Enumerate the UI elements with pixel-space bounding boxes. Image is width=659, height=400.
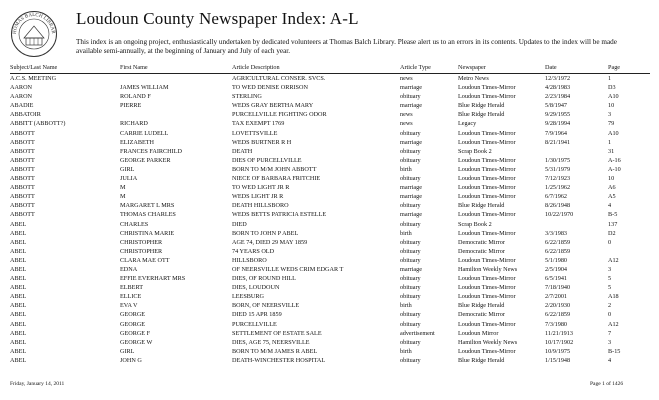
cell-description: PURCELLVILLE [232, 320, 277, 328]
cell-first-name: MARGARET L MRS [120, 202, 175, 210]
cell-description: DEATH [232, 147, 253, 155]
cell-subject: ABEL [10, 347, 27, 355]
table-row [10, 156, 650, 165]
cell-first-name: ROLAND F [120, 93, 151, 101]
cell-date: 10/9/1975 [545, 347, 571, 355]
cell-page: A12 [608, 320, 619, 328]
page-title: Loudoun County Newspaper Index: A-L [76, 9, 359, 28]
cell-date: 7/3/1980 [545, 320, 568, 328]
cell-type: obituary [400, 356, 421, 364]
cell-newspaper: Loudoun Times-Mirror [458, 211, 516, 219]
cell-page: A-10 [608, 165, 621, 173]
cell-first-name: GIRL [120, 347, 135, 355]
cell-newspaper: Loudoun Times-Mirror [458, 175, 516, 183]
cell-first-name: JOHN G [120, 356, 142, 364]
cell-first-name: RICHARD [120, 120, 148, 128]
cell-newspaper: Loudoun Times-Mirror [458, 229, 516, 237]
table-row [10, 129, 650, 138]
cell-newspaper: Democratic Mirror [458, 247, 505, 255]
cell-description: LEESBURG [232, 293, 264, 301]
cell-newspaper: Loudoun Times-Mirror [458, 84, 516, 92]
cell-page: 5 [608, 284, 612, 292]
cell-description: AGRICULTURAL CONSER. SVCS. [232, 75, 326, 82]
cell-subject: ABADIE [10, 102, 34, 110]
cell-type: marriage [400, 193, 422, 201]
cell-newspaper: Scrap Book 2 [458, 220, 492, 228]
cell-subject: A.C.S. MEETING [10, 75, 57, 82]
cell-type: marriage [400, 138, 422, 146]
col-newspaper-header: Newspaper [458, 64, 486, 71]
cell-first-name: GEORGE [120, 311, 146, 319]
cell-first-name: CHARLES [120, 220, 149, 228]
cell-type: obituary [400, 238, 421, 246]
cell-type: obituary [400, 93, 421, 101]
cell-subject: ABEL [10, 329, 27, 337]
table-row [10, 338, 650, 347]
cell-page: 4 [608, 202, 612, 210]
cell-subject: ABEL [10, 293, 27, 301]
cell-subject: ABBOTT [10, 165, 35, 173]
cell-page: 31 [608, 147, 615, 155]
cell-subject: ABEL [10, 338, 27, 346]
table-row [10, 201, 650, 210]
cell-date: 1/15/1948 [545, 356, 571, 364]
cell-type: obituary [400, 129, 421, 137]
cell-type: marriage [400, 211, 422, 219]
cell-subject: ABEL [10, 238, 27, 246]
cell-first-name: GEORGE W [120, 338, 153, 346]
cell-newspaper: Loudoun Times-Mirror [458, 284, 516, 292]
cell-newspaper: Blue Ridge Herald [458, 111, 505, 119]
cell-subject: ABEL [10, 311, 27, 319]
cell-page: A10 [608, 129, 619, 137]
table-row [10, 74, 650, 83]
cell-date: 5/8/1947 [545, 102, 568, 110]
footer-page-number: Page 1 of 1426 [590, 381, 624, 387]
cell-page: 1 [608, 138, 612, 146]
cell-type: obituary [400, 202, 421, 210]
cell-description: NIECE OF BARBARA FRITCHIE [232, 175, 321, 183]
cell-date: 12/3/1972 [545, 75, 571, 82]
table-row [10, 92, 650, 101]
cell-subject: ABBOTT [10, 184, 35, 192]
cell-page: D2 [608, 229, 616, 237]
cell-type: news [400, 111, 413, 119]
cell-type: marriage [400, 265, 422, 273]
cell-date: 10/17/1902 [545, 338, 574, 346]
cell-description: DEATH HILLSBORO [232, 202, 289, 210]
cell-first-name: PIERRE [120, 102, 142, 110]
table-row [10, 110, 650, 119]
table-row [10, 256, 650, 265]
cell-description: DIED [232, 220, 247, 228]
table-row [10, 265, 650, 274]
cell-subject: ABBOTT [10, 202, 35, 210]
cell-first-name: JULIA [120, 175, 138, 183]
table-row [10, 147, 650, 156]
cell-page: A12 [608, 256, 619, 264]
cell-page: 137 [608, 220, 618, 228]
cell-newspaper: Loudoun Times-Mirror [458, 156, 516, 164]
cell-type: obituary [400, 247, 421, 255]
cell-newspaper: Loudoun Times-Mirror [458, 256, 516, 264]
col-first-name-header: First Name [120, 64, 148, 71]
cell-subject: ABBOTT [10, 211, 35, 219]
cell-type: advertisement [400, 329, 435, 337]
cell-description: BORN TO M/M JOHN ABBOTT [232, 165, 317, 173]
table-row [10, 283, 650, 292]
cell-subject: AARON [10, 84, 33, 92]
cell-date: 5/1/1980 [545, 256, 568, 264]
cell-newspaper: Loudoun Times-Mirror [458, 347, 516, 355]
cell-description: OF NEERSVILLE WEDS CRIM EDGAR T [232, 265, 344, 273]
cell-newspaper: Metro News [458, 75, 489, 82]
cell-subject: ABEL [10, 247, 27, 255]
cell-page: 3 [608, 338, 612, 346]
cell-subject: ABBOTT [10, 175, 35, 183]
table-row [10, 247, 650, 256]
cell-description: BORN, OF NEERSVILLE [232, 302, 300, 310]
cell-page: 0 [608, 238, 612, 246]
cell-newspaper: Loudoun Times-Mirror [458, 93, 516, 101]
table-row [10, 292, 650, 301]
cell-date: 8/26/1948 [545, 202, 571, 210]
cell-type: obituary [400, 275, 421, 283]
cell-date: 7/12/1923 [545, 175, 571, 183]
cell-newspaper: Loudoun Mirror [458, 329, 499, 337]
cell-description: WEDS BETTS PATRICIA ESTELLE [232, 211, 327, 219]
cell-date: 8/21/1941 [545, 138, 571, 146]
cell-subject: ABEL [10, 356, 27, 364]
cell-subject: ABEL [10, 256, 27, 264]
cell-page: 5 [608, 275, 612, 283]
cell-first-name: M [120, 193, 126, 201]
cell-first-name: CARRIE LUDELL [120, 129, 169, 137]
table-row [10, 347, 650, 356]
cell-newspaper: Democratic Mirror [458, 238, 505, 246]
cell-page: B-5 [608, 211, 618, 219]
table-row [10, 174, 650, 183]
footer-date: Friday, January 14, 2011 [10, 381, 65, 387]
cell-first-name: M [120, 184, 126, 192]
cell-description: 74 YEARS OLD [232, 247, 275, 255]
cell-type: obituary [400, 338, 421, 346]
cell-type: obituary [400, 311, 421, 319]
col-date-header: Date [545, 64, 557, 71]
cell-date: 6/22/1859 [545, 247, 571, 255]
table-row [10, 310, 650, 319]
cell-description: WEDS GRAY BERTHA MARY [232, 102, 314, 110]
table-row [10, 238, 650, 247]
table-row [10, 229, 650, 238]
cell-page: 0 [608, 311, 612, 319]
table-row [10, 356, 650, 365]
cell-date: 2/5/1904 [545, 265, 568, 273]
index-table-body [10, 74, 650, 365]
cell-description: LOVETTSVILLE [232, 129, 278, 137]
cell-page: 4 [608, 356, 612, 364]
intro-paragraph: This index is an ongoing project, enthusiastically undertaken by dedicated volunteers at Thomas Balch Library. Please alert us to an errors in its contents. Updates to the index will be made available semi-annually, at the beginning of January and July of each year. [76, 38, 617, 55]
cell-page: A6 [608, 184, 616, 192]
cell-description: TAX EXEMPT 1769 [232, 120, 285, 128]
cell-first-name: CHRISTINA MARIE [120, 229, 175, 237]
table-row [10, 320, 650, 329]
cell-page: 1 [608, 75, 612, 82]
cell-first-name: ELIZABETH [120, 138, 155, 146]
cell-first-name: EFFIE EVERHART MRS [120, 275, 186, 283]
table-row [10, 83, 650, 92]
cell-type: obituary [400, 256, 421, 264]
cell-first-name: GIRL [120, 165, 135, 173]
cell-first-name: JAMES WILLIAM [120, 84, 169, 92]
cell-newspaper: Hamilton Weekly News [458, 338, 518, 346]
cell-description: DIES, LOUDOUN [232, 284, 280, 292]
cell-type: marriage [400, 184, 422, 192]
table-row [10, 183, 650, 192]
cell-type: news [400, 75, 413, 82]
cell-newspaper: Loudoun Times-Mirror [458, 293, 516, 301]
cell-date: 10/22/1970 [545, 211, 574, 219]
cell-first-name: ELBERT [120, 284, 143, 292]
cell-page: 10 [608, 102, 615, 110]
table-row [10, 210, 650, 219]
cell-newspaper: Hamilton Weekly News [458, 265, 518, 273]
cell-first-name: EDNA [120, 265, 138, 273]
cell-type: birth [400, 302, 412, 310]
cell-page: A-16 [608, 156, 621, 164]
cell-date: 7/18/1940 [545, 284, 571, 292]
cell-subject: ABBOTT [10, 138, 35, 146]
cell-subject: ABEL [10, 275, 27, 283]
cell-first-name: CHRISTOPHER [120, 238, 163, 246]
cell-subject: ABBOTT [10, 147, 35, 155]
cell-page: 79 [608, 120, 615, 128]
cell-date: 11/21/1913 [545, 329, 573, 337]
cell-newspaper: Democratic Mirror [458, 311, 505, 319]
cell-first-name: THOMAS CHARLES [120, 211, 176, 219]
cell-subject: ABBOTT [10, 129, 35, 137]
cell-type: obituary [400, 284, 421, 292]
cell-date: 9/29/1955 [545, 111, 571, 119]
cell-subject: ABEL [10, 220, 27, 228]
cell-description: TO WED DENISE ORRISON [232, 84, 308, 92]
cell-date: 9/28/1994 [545, 120, 571, 128]
table-row [10, 101, 650, 110]
cell-date: 2/20/1930 [545, 302, 571, 310]
cell-newspaper: Loudoun Times-Mirror [458, 165, 516, 173]
cell-page: A10 [608, 93, 619, 101]
cell-type: obituary [400, 156, 421, 164]
cell-type: obituary [400, 147, 421, 155]
cell-description: TO WED LIGHT JR R [232, 184, 290, 192]
cell-type: news [400, 120, 413, 128]
cell-type: birth [400, 347, 412, 355]
cell-description: DIES, OF ROUND HILL [232, 275, 296, 283]
cell-page: 2 [608, 302, 612, 310]
cell-newspaper: Loudoun Times-Mirror [458, 184, 516, 192]
cell-date: 6/5/1941 [545, 275, 568, 283]
table-row [10, 329, 650, 338]
table-row [10, 138, 650, 147]
cell-first-name: CHRISTOPHER [120, 247, 163, 255]
cell-description: DIES OF PURCELLVILLE [232, 156, 302, 164]
cell-date: 6/7/1962 [545, 193, 568, 201]
cell-newspaper: Loudoun Times-Mirror [458, 320, 516, 328]
cell-date: 2/23/1984 [545, 93, 571, 101]
cell-page: 3 [608, 265, 612, 273]
cell-type: marriage [400, 102, 422, 110]
cell-first-name: GEORGE [120, 320, 146, 328]
cell-description: BORN TO JOHN P ABEL [232, 229, 299, 237]
library-seal-icon [10, 10, 58, 58]
cell-page: 10 [608, 175, 615, 183]
cell-newspaper: Legacy [458, 120, 477, 128]
cell-description: SETTLEMENT OF ESTATE SALE [232, 329, 322, 337]
cell-type: obituary [400, 220, 421, 228]
cell-subject: ABEL [10, 284, 27, 292]
cell-date: 1/30/1975 [545, 156, 571, 164]
cell-date: 7/9/1964 [545, 129, 568, 137]
cell-description: AGE 74, DIED 29 MAY 1859 [232, 238, 308, 246]
cell-date: 2/7/2001 [545, 293, 568, 301]
cell-page: B-15 [608, 347, 621, 355]
cell-description: STERLING [232, 93, 262, 101]
cell-date: 3/3/1983 [545, 229, 568, 237]
cell-newspaper: Loudoun Times-Mirror [458, 193, 516, 201]
cell-newspaper: Loudoun Times-Mirror [458, 138, 516, 146]
cell-first-name: ELLICE [120, 293, 142, 301]
table-row [10, 274, 650, 283]
cell-newspaper: Blue Ridge Herald [458, 302, 505, 310]
cell-date: 6/22/1859 [545, 238, 571, 246]
cell-type: obituary [400, 175, 421, 183]
cell-page: 3 [608, 111, 612, 119]
cell-type: birth [400, 165, 412, 173]
cell-date: 4/28/1983 [545, 84, 571, 92]
cell-page: 7 [608, 329, 612, 337]
cell-description: DIED 15 APR 1859 [232, 311, 282, 319]
table-row [10, 301, 650, 310]
cell-subject: ABBOTT [10, 193, 35, 201]
col-description-header: Article Description [232, 64, 280, 71]
cell-newspaper: Loudoun Times-Mirror [458, 275, 516, 283]
cell-first-name: CLARA MAE OTT [120, 256, 170, 264]
cell-type: marriage [400, 84, 422, 92]
cell-subject: ABEL [10, 265, 27, 273]
table-row [10, 165, 650, 174]
cell-page: A5 [608, 193, 616, 201]
cell-subject: ABBATOIR [10, 111, 41, 119]
cell-description: DEATH-WINCHESTER HOSPITAL [232, 356, 326, 364]
cell-newspaper: Loudoun Times-Mirror [458, 129, 516, 137]
cell-description: PURCELLVILLE FIGHTING ODOR [232, 111, 327, 119]
cell-first-name: FRANCES FAIRCHILD [120, 147, 182, 155]
col-page-header: Page [608, 64, 621, 71]
cell-type: obituary [400, 293, 421, 301]
cell-description: BORN TO M/M JAMES R ABEL [232, 347, 318, 355]
table-row [10, 192, 650, 201]
cell-subject: ABEL [10, 229, 27, 237]
cell-date: 5/31/1979 [545, 165, 571, 173]
col-type-header: Article Type [400, 64, 431, 71]
cell-date: 1/25/1962 [545, 184, 571, 192]
cell-description: WEDS LIGHT JR R [232, 193, 284, 201]
cell-page: A18 [608, 293, 619, 301]
cell-newspaper: Blue Ridge Herald [458, 202, 505, 210]
cell-subject: ABEL [10, 302, 27, 310]
cell-newspaper: Scrap Book 2 [458, 147, 492, 155]
cell-first-name: GEORGE PARKER [120, 156, 171, 164]
cell-page: D3 [608, 84, 616, 92]
cell-date: 6/22/1859 [545, 311, 571, 319]
cell-subject: AARON [10, 93, 33, 101]
cell-first-name: EVA V [120, 302, 138, 310]
table-row [10, 220, 650, 229]
cell-description: WEDS BURTNER R H [232, 138, 292, 146]
svg-text:THOMAS BALCH LIBRARY: HOMAS BALCH LIBRAR [12, 12, 56, 35]
cell-newspaper: Blue Ridge Herald [458, 356, 505, 364]
col-subject-header: Subject/Last Name [10, 64, 58, 71]
cell-description: DIES, AGE 75, NEERSVILLE [232, 338, 310, 346]
cell-newspaper: Blue Ridge Herald [458, 102, 505, 110]
cell-subject: ABBITT (ABBOTT?) [10, 120, 66, 128]
cell-first-name: GEORGE F [120, 329, 151, 337]
cell-type: birth [400, 229, 412, 237]
cell-subject: ABBOTT [10, 156, 35, 164]
cell-type: obituary [400, 320, 421, 328]
cell-description: HILLSBORO [232, 256, 267, 264]
table-row [10, 119, 650, 128]
cell-subject: ABEL [10, 320, 27, 328]
